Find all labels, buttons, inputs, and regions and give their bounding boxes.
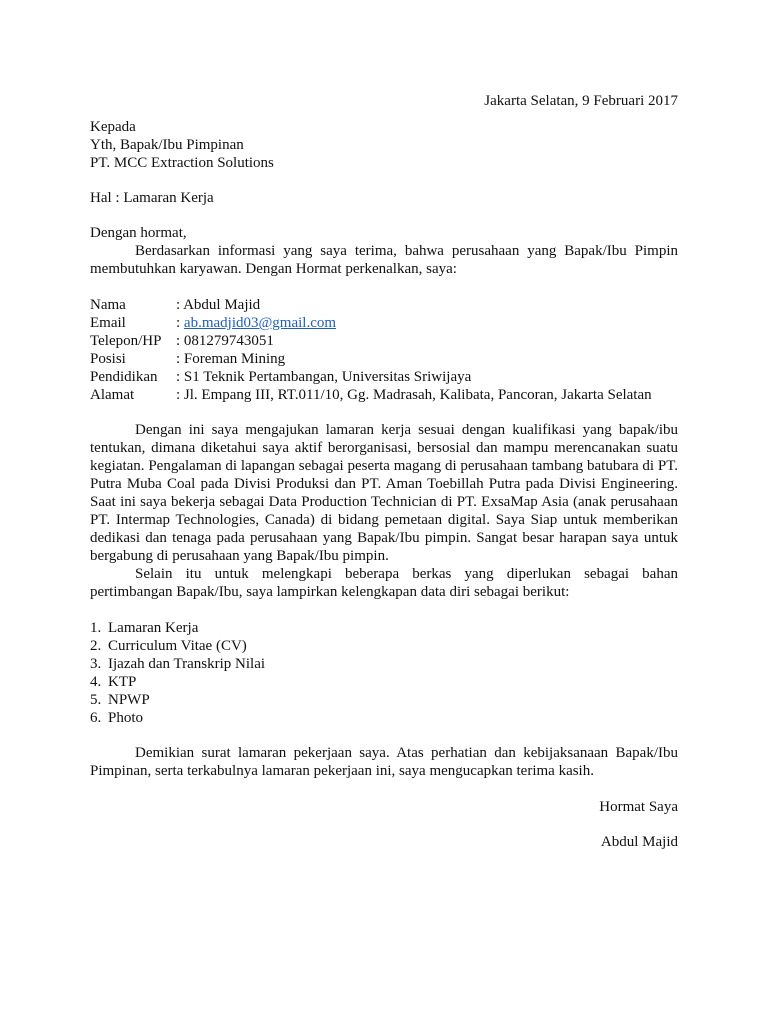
list-item <box>90 691 678 709</box>
list-number: 6. <box>90 710 102 726</box>
letter-date: Jakarta Selatan, 9 Februari 2017 <box>484 93 678 109</box>
list-item <box>90 709 678 727</box>
closing-paragraph: Demikian surat lamaran pekerjaan saya. Atas perhatian dan kebijaksanaan Bapak/Ibu Pimpinan, serta terkabulnya lamaran pekerjaan ini, saya mengucapkan terima kasih. <box>90 745 678 779</box>
list-label: Photo <box>108 710 144 726</box>
detail-row-email <box>90 314 690 332</box>
list-item <box>90 637 678 655</box>
email-link[interactable]: ab.madjid03@gmail.com <box>183 315 337 331</box>
detail-row-name <box>90 296 690 314</box>
list-item <box>90 673 678 691</box>
list-item <box>90 619 678 637</box>
letter-greeting: Dengan hormat, <box>90 225 187 241</box>
list-number: 5. <box>90 692 102 708</box>
list-label: Curriculum Vitae (CV) <box>108 638 247 654</box>
detail-value: : Abdul Majid <box>176 297 261 313</box>
recipient-company: PT. MCC Extraction Solutions <box>90 155 274 171</box>
letter-page <box>90 92 678 851</box>
detail-label: Telepon/HP <box>90 333 162 349</box>
detail-label: Alamat <box>90 387 135 403</box>
recipient-addressee: Yth, Bapak/Ibu Pimpinan <box>90 137 244 153</box>
applicant-details <box>90 296 690 404</box>
detail-label: Nama <box>90 297 126 313</box>
detail-row-phone <box>90 332 690 350</box>
attachment-list <box>90 619 678 727</box>
detail-label: Pendidikan <box>90 369 158 385</box>
list-label: KTP <box>108 674 137 690</box>
signoff: Hormat Saya <box>599 799 678 815</box>
letter-subject: Hal : Lamaran Kerja <box>90 190 214 206</box>
detail-row-address <box>90 386 690 404</box>
recipient-to: Kepada <box>90 119 136 135</box>
email-prefix: : <box>176 315 184 331</box>
body-paragraph-experience: Dengan ini saya mengajukan lamaran kerja sesuai dengan kualifikasi yang bapak/ibu tentukan, dimana diketahui saya aktif berorganisasi, bersosial dan mampu merencanakan suatu kegiatan. Pengalaman di lapangan sebagai peserta magang di perusahaan tambang batubara di PT. Putra Muba Coal pada Divisi Produksi dan PT. Aman Toebillah Putra pada Divisi Engineering. Saat ini saya bekerja sebagai Data Production Technician di PT. ExsaMap Asia (anak perusahaan PT. Intermap Technologies, Canada) di bidang pemetaan digital. Saya Siap untuk memberikan dedikasi dan tenaga pada perusahaan yang Bapak/Ibu pimpin. Sangat besar harapan saya untuk bergabung di perusahaan yang Bapak/Ibu pimpin. <box>90 422 678 564</box>
body-paragraph-attachments-intro: Selain itu untuk melengkapi beberapa berkas yang diperlukan sebagai bahan pertimbangan Bapak/Ibu, saya lampirkan kelengkapan data diri sebagai berikut: <box>90 566 678 600</box>
detail-value: : Foreman Mining <box>176 351 286 367</box>
detail-value: : S1 Teknik Pertambangan, Universitas Sriwijaya <box>176 369 472 385</box>
list-item <box>90 655 678 673</box>
intro-paragraph: Berdasarkan informasi yang saya terima, bahwa perusahaan yang Bapak/Ibu Pimpin membutuhkan karyawan. Dengan Hormat perkenalkan, saya: <box>90 243 678 277</box>
detail-value <box>176 314 690 332</box>
list-label: Lamaran Kerja <box>108 620 199 636</box>
letter-body <box>90 421 678 601</box>
detail-value: : Jl. Empang III, RT.011/10, Gg. Madrasah, Kalibata, Pancoran, Jakarta Selatan <box>176 387 652 403</box>
list-number: 3. <box>90 656 102 672</box>
list-number: 4. <box>90 674 102 690</box>
recipient-block <box>90 118 678 172</box>
list-label: Ijazah dan Transkrip Nilai <box>108 656 266 672</box>
detail-value: : 081279743051 <box>176 333 274 349</box>
detail-row-education <box>90 368 690 386</box>
signature-name: Abdul Majid <box>600 834 678 850</box>
detail-row-position <box>90 350 690 368</box>
list-number: 2. <box>90 638 102 654</box>
detail-label: Email <box>90 315 126 331</box>
detail-label: Posisi <box>90 351 126 367</box>
list-number: 1. <box>90 620 102 636</box>
list-label: NPWP <box>108 692 150 708</box>
